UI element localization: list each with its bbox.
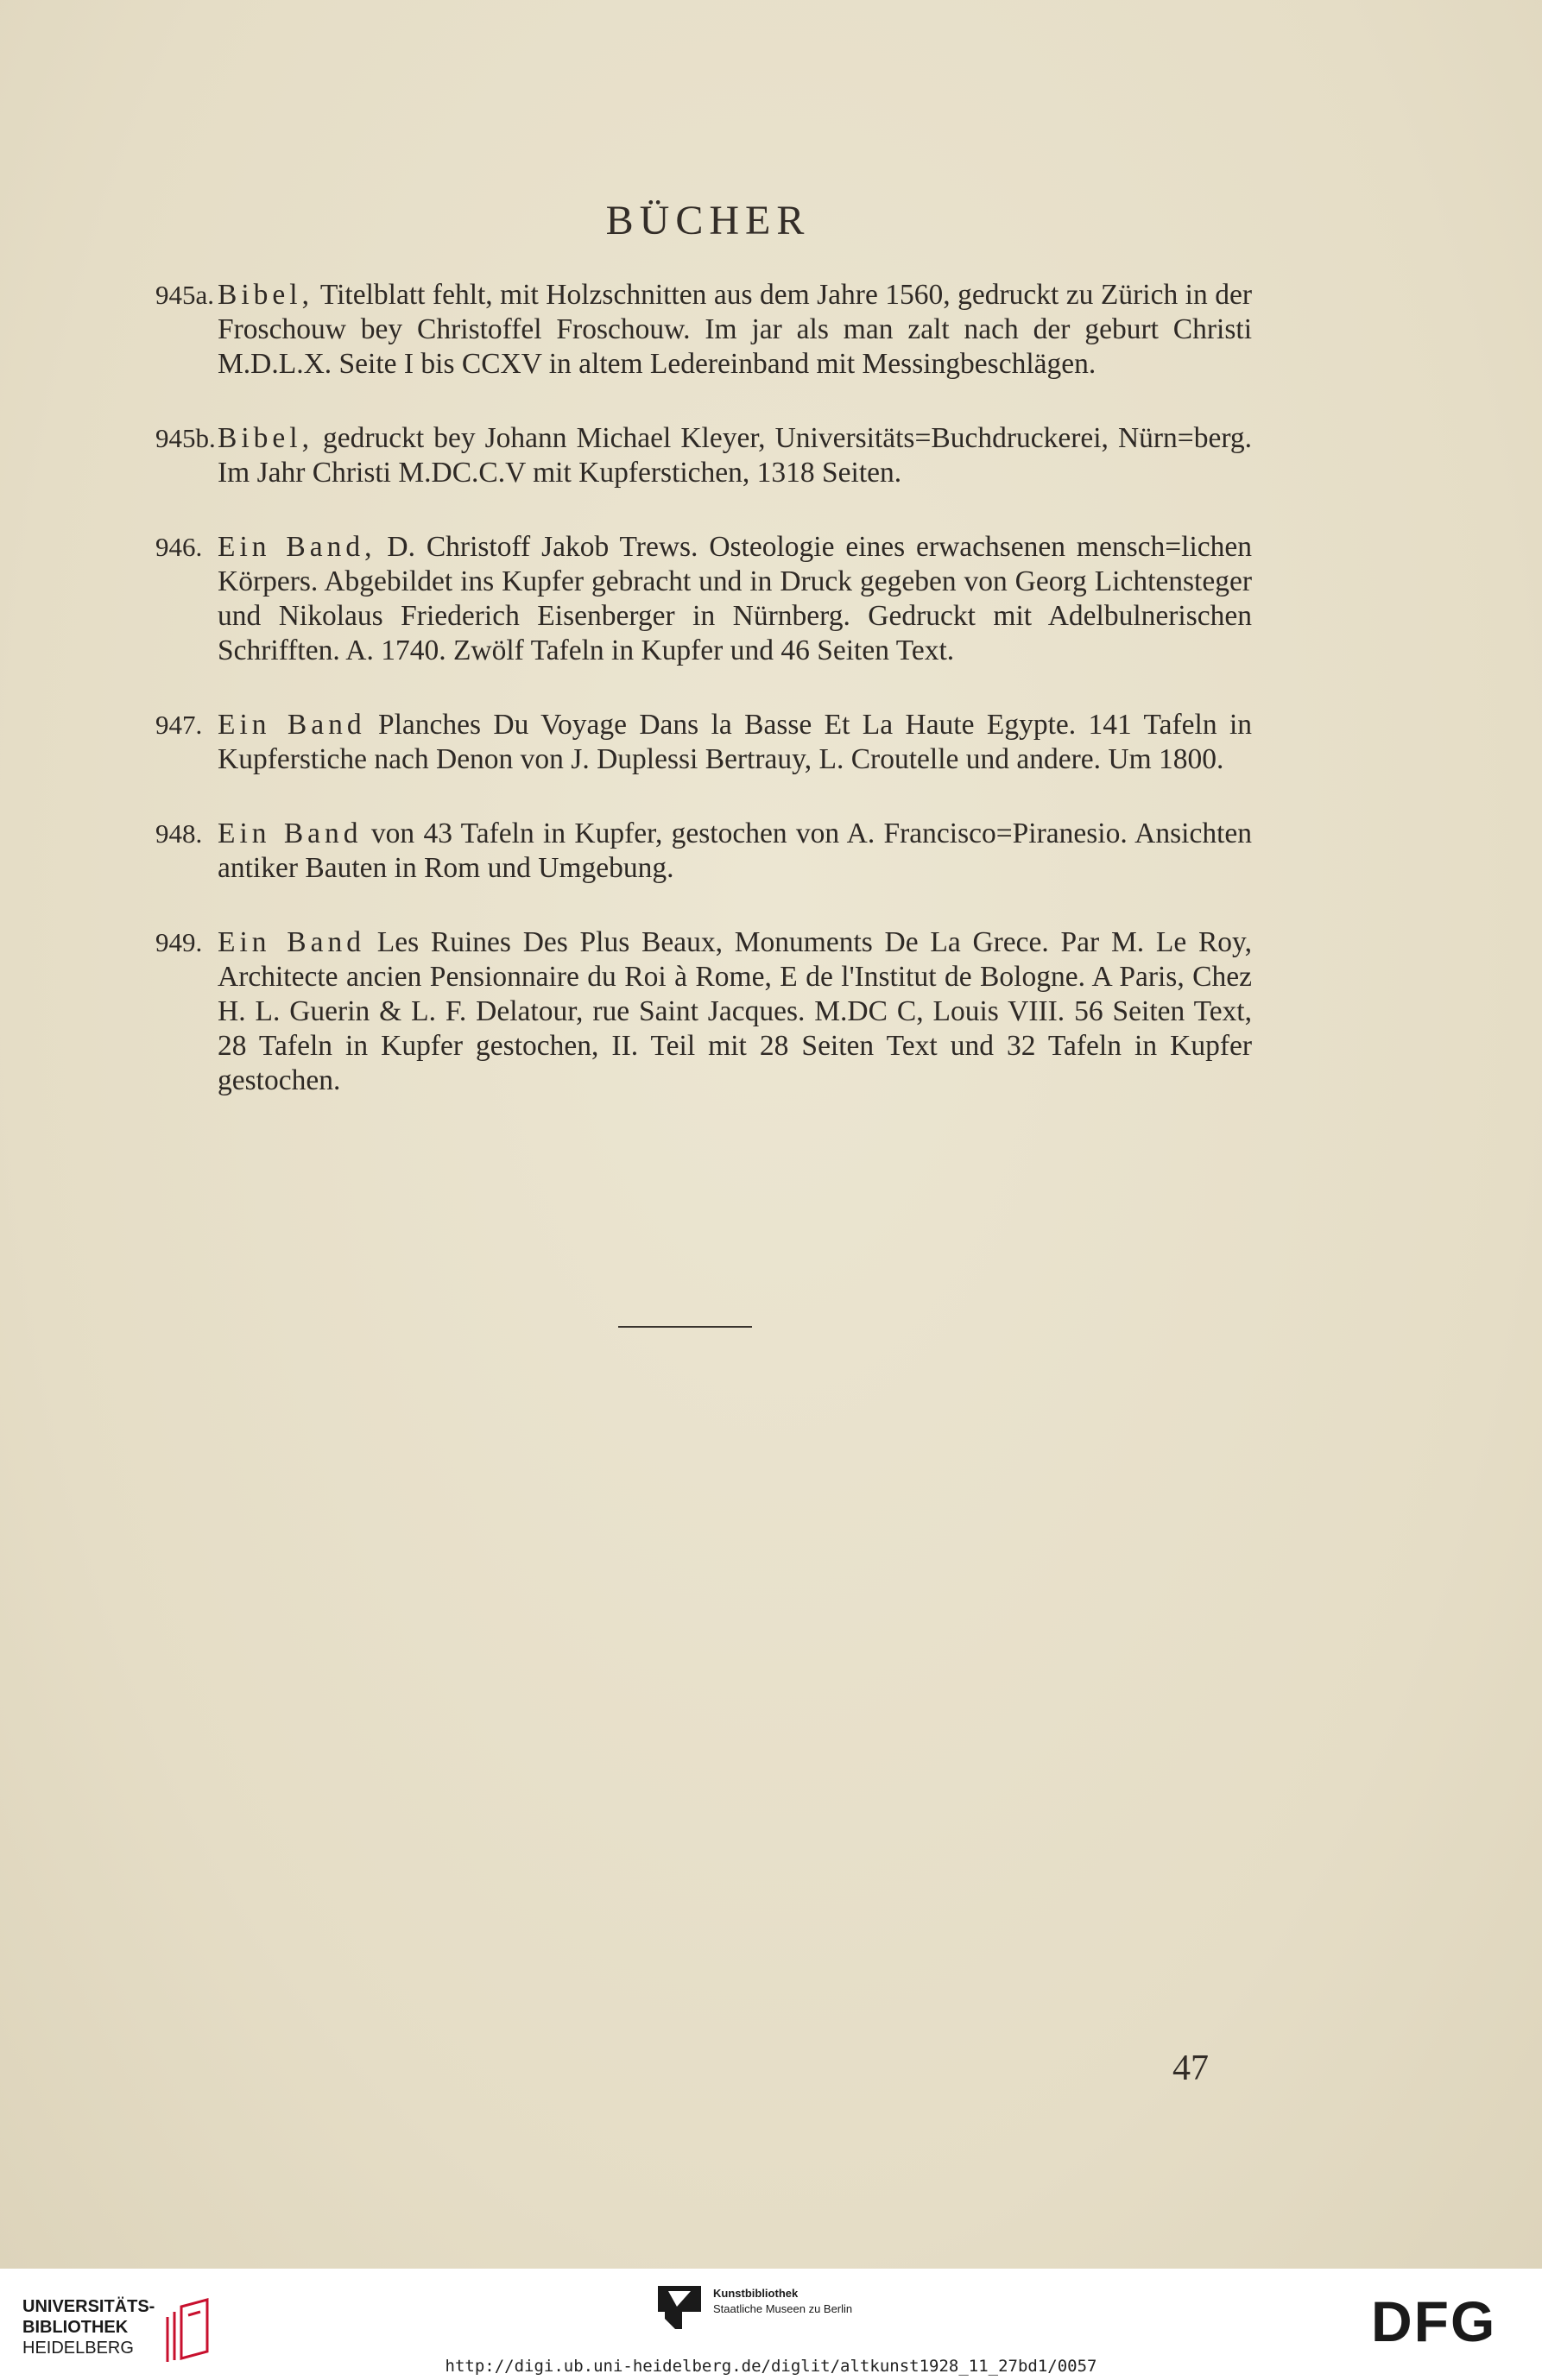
divider-rule [618, 1326, 752, 1328]
entry-number: 945a. [155, 280, 215, 310]
entry-lead: Bibel, [218, 279, 313, 311]
catalog-entry [155, 530, 1252, 668]
entry-lead: Ein Band [218, 709, 366, 741]
ub-logo-text [22, 2296, 155, 2358]
kunstbibliothek-mark-icon [656, 2284, 705, 2333]
entry-number: 949. [155, 927, 203, 957]
catalog-entry [155, 708, 1252, 777]
dfg-logo[interactable] [1371, 2291, 1526, 2352]
entry-text: Planches Du Voyage Dans la Basse Et La Haute Egypte. 141 Tafeln in Kupferstiche nach Denon von J. Duplessi Bertrauy, L. Croutelle und andere. Um 1800. [218, 709, 1253, 775]
page-number: 47 [1172, 2049, 1209, 2088]
entry-lead: Bibel, [218, 422, 313, 454]
kb-line-2: Staatliche Museen zu Berlin [713, 2302, 853, 2315]
kunstbibliothek-text [713, 2286, 852, 2317]
catalog-entry [155, 421, 1252, 490]
catalog-entry [155, 817, 1252, 886]
entry-number: 946. [155, 532, 203, 562]
catalog-entry [155, 925, 1252, 1098]
ub-mark-icon [155, 2298, 233, 2362]
kb-line-1: Kunstbibliothek [713, 2287, 799, 2300]
kunstbibliothek-logo[interactable] [656, 2284, 915, 2336]
entry-lead: Ein Band [218, 926, 365, 958]
catalog-entries [155, 278, 1252, 1138]
entry-text: gedruckt bey Johann Michael Kleyer, Universitäts=Buchdruckerei, Nürn=berg. Im Jahr Christi M.DC.C.V mit Kupferstichen, 1318 Seiten. [218, 422, 1252, 489]
entry-text: Les Ruines Des Plus Beaux, Monuments De La Grece. Par M. Le Roy, Architecte ancien Pensionnaire du Roi à Rome, E de l'Institut de Bologne. A Paris, Chez H. L. Guerin & L. F. Delatour, rue Saint Jacques. M.DC C, Louis VIII. 56 Seiten Text, 28 Tafeln in Kupfer gestochen, II. Teil mit 28 Seiten Text und 32 Tafeln in Kupfer gestochen. [218, 926, 1253, 1096]
ub-heidelberg-logo[interactable] [22, 2296, 238, 2365]
entry-text: von 43 Tafeln in Kupfer, gestochen von A. Francisco=Piranesio. Ansichten antiker Bauten in Rom und Umgebung. [218, 818, 1252, 884]
entry-lead: Ein Band [218, 818, 363, 849]
catalog-entry [155, 278, 1252, 382]
entry-number: 947. [155, 710, 203, 740]
source-url-link[interactable]: http://digi.ub.uni-heidelberg.de/diglit/altkunst1928_11_27bd1/0057 [445, 2357, 1097, 2376]
ub-line-2: BIBLIOTHEK [22, 2318, 129, 2337]
entry-text: Titelblatt fehlt, mit Holzschnitten aus dem Jahre 1560, gedruckt zu Zürich in der Froschouw bey Christoffel Froschouw. Im jar als man zalt nach der geburt Christi M.D.L.X. Seite I bis CCXV in altem Ledereinband mit Messingbeschlägen. [218, 279, 1252, 380]
entry-number: 945b. [155, 423, 216, 453]
dfg-logo-text: DFG [1371, 2291, 1497, 2352]
entry-number: 948. [155, 818, 203, 849]
entry-text: D. Christoff Jakob Trews. Osteologie eines erwachsenen mensch=lichen Körpers. Abgebildet ins Kupfer gebracht und in Druck gegeben von Georg Lichtensteger und Nikolaus Friederich Eisenberger in Nürnberg. Gedruckt mit Adelbulnerischen Schrifften. A. 1740. Zwölf Tafeln in Kupfer und 46 Seiten Text. [218, 531, 1253, 666]
ub-line-3: HEIDELBERG [22, 2339, 134, 2358]
ub-line-1: UNIVERSITÄTS- [22, 2297, 155, 2316]
page-title: BÜCHER [605, 198, 811, 243]
entry-lead: Ein Band, [218, 531, 376, 563]
